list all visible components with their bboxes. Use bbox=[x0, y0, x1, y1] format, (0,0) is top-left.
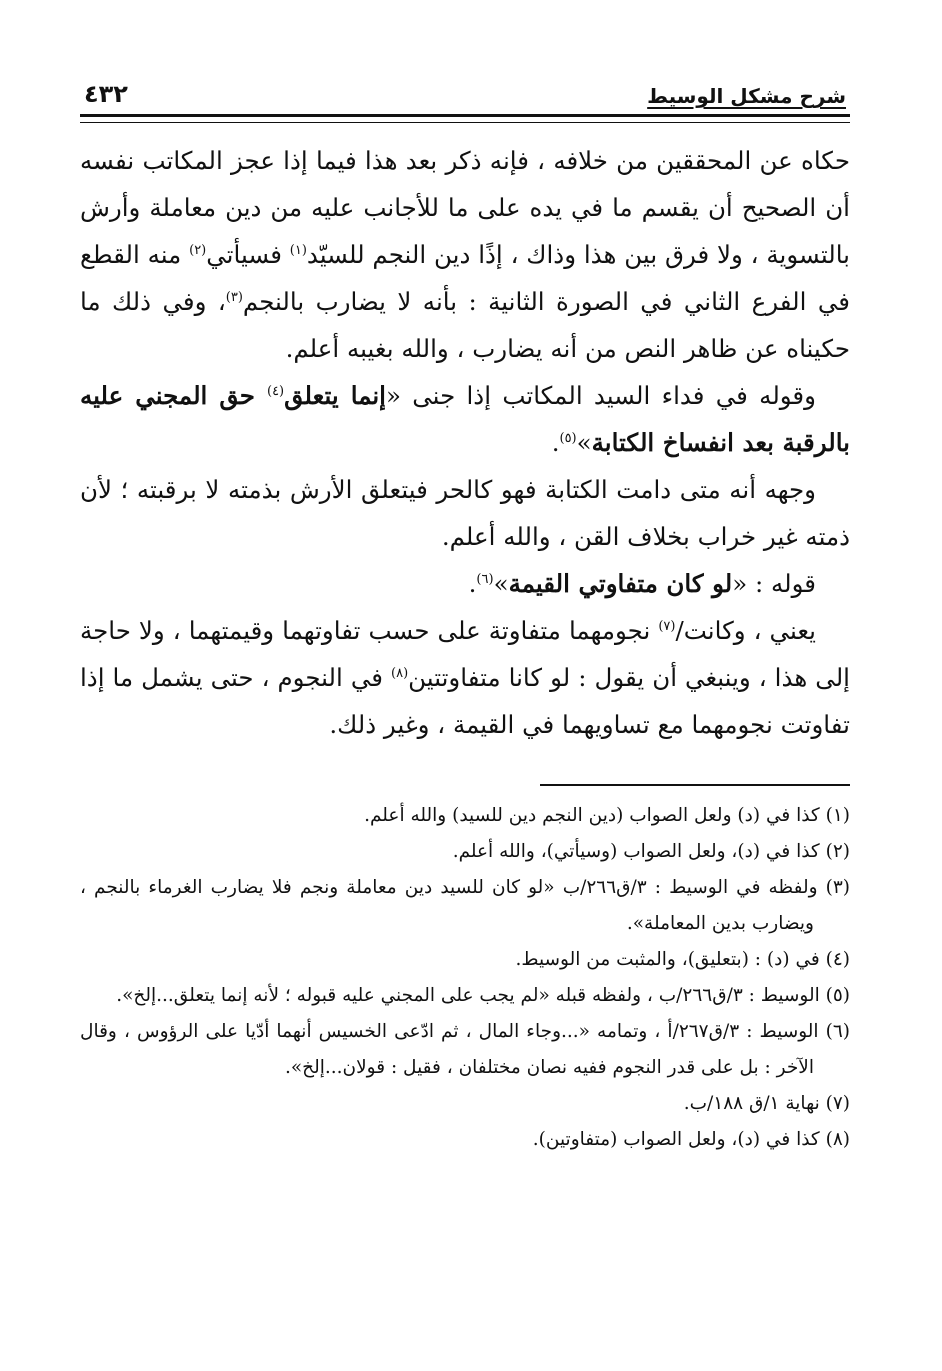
footnote-ref-6[interactable]: (٦) bbox=[476, 571, 494, 587]
paragraph-2: وقوله في فداء السيد المكاتب إذا جنى «إنما يتعلق$^{(٤)}$ حق المجني عليه بالرقبة بعد انفساخ الكتابة»$^{(٥)}$. bbox=[80, 381, 850, 457]
footnote-ref-3[interactable]: (٣) bbox=[225, 289, 243, 305]
paragraph-1: حكاه عن المحققين من خلافه ، فإنه ذكر بعد هذا فيما إذا عجز المكاتب نفسه أن الصحيح أن يقسم ما في يده على ما للأجانب عليه من دين معاملة وأرش بالتسوية ، ولا فرق بين هذا وذاك ، إذًا دين النجم للسيّد$^{(١)}$ فسيأتي$^{(٢)}$ منه القطع في الفرع الثاني في الصورة الثانية : بأنه لا يضارب بالنجم$^{(٣)}$، وفي ذلك ما حكيناه عن ظاهر النص من أنه يضارب ، والله بغيبه أعلم. bbox=[80, 146, 851, 363]
footnote-ref-8[interactable]: (٨) bbox=[391, 665, 409, 681]
paragraph-4: قوله : «لو كان متفاوتي القيمة»$^{(٦)}$. bbox=[468, 569, 816, 598]
page-number: ٤٣٢ bbox=[84, 80, 128, 108]
footnotes bbox=[80, 798, 850, 1158]
paragraph-5: يعني ، وكانت/$^{(٧)}$ نجومهما متفاوتة على حسب تفاوتهما وقيمتهما ، ولا حاجة إلى هذا ، وينبغي أن يقول : لو كانا متفاوتتين$^{(٨)}$ في النجوم ، حتى يشمل ما إذا تفاوتت نجومهما مع تساويهما في القيمة ، وغير ذلك. bbox=[80, 616, 850, 739]
footnote-2: (٢) كذا في (د)، ولعل الصواب (وسيأتي)، والله أعلم. bbox=[452, 841, 850, 862]
header-rule bbox=[80, 114, 850, 123]
footnote-ref-1[interactable]: (١) bbox=[289, 242, 307, 258]
quoted-text: إنما يتعلق bbox=[284, 381, 386, 410]
running-title: شرح مشكل الوسيط bbox=[647, 84, 846, 108]
footnote-ref-7[interactable]: (٧) bbox=[658, 618, 676, 634]
footnote-separator bbox=[540, 784, 850, 786]
footnote-3: (٣) ولفظه في الوسيط : ٣/ق٢٦٦/ب «لو كان للسيد دين معاملة ونجم فلا يضارب الغرماء بالنجم ، ويضارب بدين المعاملة». bbox=[80, 877, 850, 934]
footnote-8: (٨) كذا في (د)، ولعل الصواب (متفاوتين). bbox=[532, 1129, 850, 1150]
main-text bbox=[80, 137, 850, 748]
quoted-text: حق المجني عليه بالرقبة بعد انفساخ الكتابة bbox=[80, 381, 850, 457]
page-header bbox=[80, 72, 850, 108]
footnote-ref-5[interactable]: (٥) bbox=[559, 430, 577, 446]
footnote-6: (٦) الوسيط : ٣/ق٢٦٧/أ ، وتمامه «...وجاء المال ، ثم ادّعى الخسيس أنهما أدّيا على الرؤوس ، وقال الآخر : بل على قدر النجوم ففيه نصان مختلفان ، فقيل : قولان...إلخ». bbox=[80, 1021, 850, 1078]
footnote-7: (٧) نهاية ١/ق ١٨٨/ب. bbox=[683, 1093, 850, 1114]
document-page bbox=[80, 72, 850, 1158]
footnote-1: (١) كذا في (د) ولعل الصواب (دين النجم دين للسيد) والله أعلم. bbox=[364, 805, 850, 826]
footnote-ref-4[interactable]: (٤) bbox=[266, 383, 285, 399]
paragraph-3: وجهه أنه متى دامت الكتابة فهو كالحر فيتعلق الأرش بذمته لا برقبته ؛ لأن ذمته غير خراب بخلاف القن ، والله أعلم. bbox=[80, 475, 850, 551]
footnote-5: (٥) الوسيط : ٣/ق٢٦٦/ب ، ولفظه قبله «لم يجب على المجني عليه قبوله ؛ لأنه إنما يتعلق...إلخ». bbox=[116, 985, 850, 1006]
footnote-4: (٤) في (د) : (بتعليق)، والمثبت من الوسيط. bbox=[515, 949, 850, 970]
quoted-text: لو كان متفاوتي القيمة bbox=[508, 569, 733, 598]
footnote-ref-2[interactable]: (٢) bbox=[189, 242, 207, 258]
